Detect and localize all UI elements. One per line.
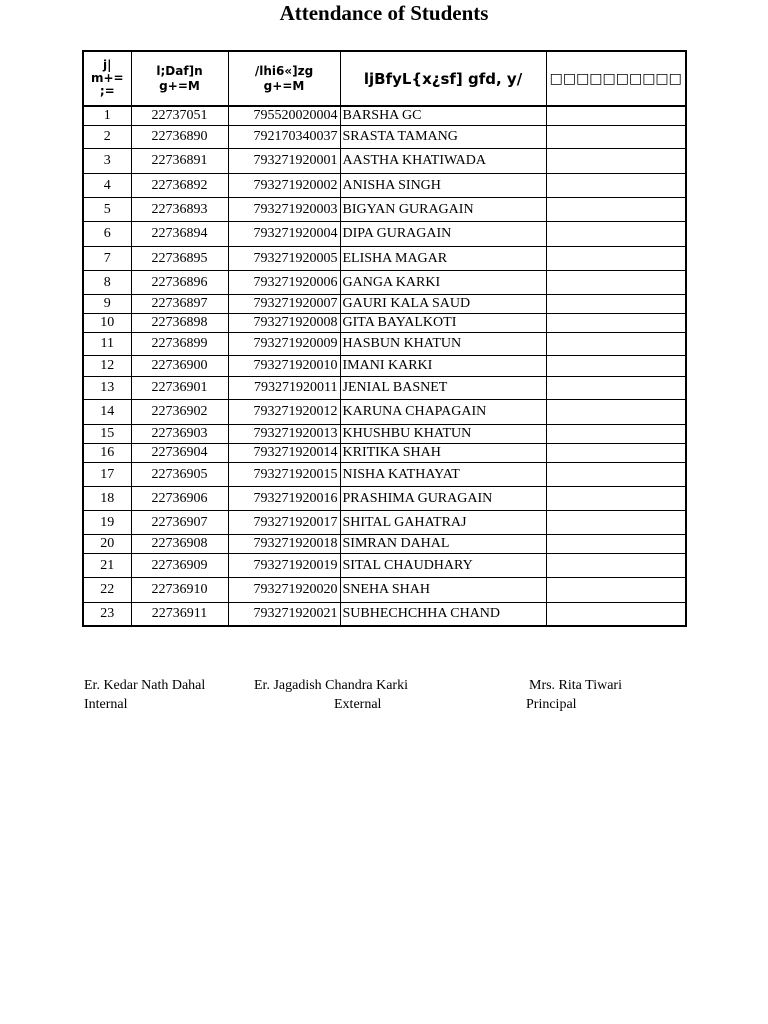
cell-registration-number: 793271920002 bbox=[228, 173, 340, 197]
header-symbol-number bbox=[131, 51, 228, 106]
cell-serial-number: 17 bbox=[83, 462, 131, 486]
cell-student-name: AASTHA KHATIWADA bbox=[340, 148, 546, 173]
cell-registration-number: 793271920021 bbox=[228, 602, 340, 626]
table-row bbox=[83, 355, 686, 376]
table-row bbox=[83, 534, 686, 553]
table-row bbox=[83, 602, 686, 626]
cell-signature bbox=[546, 270, 686, 294]
cell-registration-number: 793271920012 bbox=[228, 399, 340, 424]
cell-symbol-number: 22736895 bbox=[131, 246, 228, 270]
cell-student-name: SIMRAN DAHAL bbox=[340, 534, 546, 553]
header-symbol-line1: l;Daf]n bbox=[156, 63, 203, 78]
cell-symbol-number: 22736896 bbox=[131, 270, 228, 294]
cell-serial-number: 21 bbox=[83, 553, 131, 577]
cell-signature bbox=[546, 221, 686, 246]
signatory-name: Er. Jagadish Chandra Karki bbox=[254, 678, 408, 693]
header-sn-line1: j| bbox=[103, 58, 112, 72]
cell-student-name: BARSHA GC bbox=[340, 106, 546, 125]
cell-student-name: DIPA GURAGAIN bbox=[340, 221, 546, 246]
cell-student-name: NISHA KATHAYAT bbox=[340, 462, 546, 486]
cell-signature bbox=[546, 510, 686, 534]
cell-student-name: KHUSHBU KHATUN bbox=[340, 424, 546, 443]
cell-registration-number: 793271920020 bbox=[228, 577, 340, 602]
table-row bbox=[83, 510, 686, 534]
cell-symbol-number: 22736893 bbox=[131, 197, 228, 221]
cell-serial-number: 3 bbox=[83, 148, 131, 173]
cell-symbol-number: 22736899 bbox=[131, 332, 228, 355]
cell-symbol-number: 22736903 bbox=[131, 424, 228, 443]
cell-signature bbox=[546, 376, 686, 399]
cell-serial-number: 4 bbox=[83, 173, 131, 197]
cell-symbol-number: 22736904 bbox=[131, 443, 228, 462]
cell-signature bbox=[546, 553, 686, 577]
cell-symbol-number: 22736900 bbox=[131, 355, 228, 376]
cell-signature bbox=[546, 355, 686, 376]
signatory-internal bbox=[84, 676, 205, 714]
table-header-row bbox=[83, 51, 686, 106]
table-body bbox=[83, 106, 686, 626]
header-registration-number bbox=[228, 51, 340, 106]
table-row bbox=[83, 148, 686, 173]
table-row bbox=[83, 173, 686, 197]
cell-student-name: IMANI KARKI bbox=[340, 355, 546, 376]
cell-student-name: SRASTA TAMANG bbox=[340, 125, 546, 148]
signatory-name: Mrs. Rita Tiwari bbox=[529, 678, 622, 693]
header-sn-line2: m+= bbox=[90, 71, 124, 85]
cell-registration-number: 795520020004 bbox=[228, 106, 340, 125]
cell-serial-number: 5 bbox=[83, 197, 131, 221]
cell-serial-number: 19 bbox=[83, 510, 131, 534]
table-row bbox=[83, 270, 686, 294]
cell-registration-number: 793271920016 bbox=[228, 486, 340, 510]
table-row bbox=[83, 294, 686, 313]
cell-student-name: BIGYAN GURAGAIN bbox=[340, 197, 546, 221]
table-row bbox=[83, 221, 686, 246]
cell-registration-number: 792170340037 bbox=[228, 125, 340, 148]
cell-student-name: SITAL CHAUDHARY bbox=[340, 553, 546, 577]
cell-signature bbox=[546, 602, 686, 626]
cell-serial-number: 14 bbox=[83, 399, 131, 424]
signatory-external bbox=[254, 676, 408, 714]
cell-symbol-number: 22736898 bbox=[131, 313, 228, 332]
signatory-role: Principal bbox=[526, 697, 577, 712]
cell-student-name: KARUNA CHAPAGAIN bbox=[340, 399, 546, 424]
cell-registration-number: 793271920003 bbox=[228, 197, 340, 221]
cell-signature bbox=[546, 399, 686, 424]
cell-symbol-number: 22736905 bbox=[131, 462, 228, 486]
table-row bbox=[83, 313, 686, 332]
cell-symbol-number: 22736892 bbox=[131, 173, 228, 197]
cell-serial-number: 7 bbox=[83, 246, 131, 270]
cell-student-name: HASBUN KHATUN bbox=[340, 332, 546, 355]
cell-symbol-number: 22736908 bbox=[131, 534, 228, 553]
cell-signature bbox=[546, 294, 686, 313]
table-row bbox=[83, 106, 686, 125]
cell-symbol-number: 22736906 bbox=[131, 486, 228, 510]
cell-registration-number: 793271920009 bbox=[228, 332, 340, 355]
cell-registration-number: 793271920010 bbox=[228, 355, 340, 376]
attendance-table bbox=[82, 50, 687, 627]
header-reg-line2: g+=M bbox=[263, 78, 305, 93]
cell-symbol-number: 22737051 bbox=[131, 106, 228, 125]
cell-signature bbox=[546, 197, 686, 221]
cell-student-name: GITA BAYALKOTI bbox=[340, 313, 546, 332]
cell-symbol-number: 22736901 bbox=[131, 376, 228, 399]
table-row bbox=[83, 197, 686, 221]
table-row bbox=[83, 125, 686, 148]
cell-signature bbox=[546, 173, 686, 197]
cell-student-name: JENIAL BASNET bbox=[340, 376, 546, 399]
cell-student-name: PRASHIMA GURAGAIN bbox=[340, 486, 546, 510]
cell-student-name: SNEHA SHAH bbox=[340, 577, 546, 602]
header-sn-line3: ;= bbox=[99, 84, 115, 98]
cell-serial-number: 23 bbox=[83, 602, 131, 626]
cell-registration-number: 793271920008 bbox=[228, 313, 340, 332]
header-serial-number bbox=[83, 51, 131, 106]
cell-registration-number: 793271920014 bbox=[228, 443, 340, 462]
cell-student-name: GAURI KALA SAUD bbox=[340, 294, 546, 313]
cell-signature bbox=[546, 125, 686, 148]
cell-signature bbox=[546, 534, 686, 553]
cell-registration-number: 793271920015 bbox=[228, 462, 340, 486]
cell-signature bbox=[546, 462, 686, 486]
signatory-role: Internal bbox=[84, 697, 128, 712]
cell-signature bbox=[546, 313, 686, 332]
table-row bbox=[83, 376, 686, 399]
cell-signature bbox=[546, 424, 686, 443]
cell-symbol-number: 22736909 bbox=[131, 553, 228, 577]
table-row bbox=[83, 462, 686, 486]
cell-serial-number: 2 bbox=[83, 125, 131, 148]
cell-signature bbox=[546, 246, 686, 270]
cell-symbol-number: 22736910 bbox=[131, 577, 228, 602]
header-signature: □□□□□□□□□□ bbox=[546, 51, 686, 106]
cell-signature bbox=[546, 443, 686, 462]
cell-signature bbox=[546, 106, 686, 125]
cell-serial-number: 13 bbox=[83, 376, 131, 399]
signatory-role: External bbox=[334, 697, 382, 712]
cell-student-name: ELISHA MAGAR bbox=[340, 246, 546, 270]
cell-registration-number: 793271920006 bbox=[228, 270, 340, 294]
cell-serial-number: 22 bbox=[83, 577, 131, 602]
cell-student-name: KRITIKA SHAH bbox=[340, 443, 546, 462]
cell-symbol-number: 22736890 bbox=[131, 125, 228, 148]
cell-registration-number: 793271920017 bbox=[228, 510, 340, 534]
table-row bbox=[83, 443, 686, 462]
cell-symbol-number: 22736891 bbox=[131, 148, 228, 173]
cell-symbol-number: 22736902 bbox=[131, 399, 228, 424]
cell-serial-number: 11 bbox=[83, 332, 131, 355]
table-row bbox=[83, 399, 686, 424]
cell-student-name: ANISHA SINGH bbox=[340, 173, 546, 197]
cell-serial-number: 6 bbox=[83, 221, 131, 246]
table-row bbox=[83, 332, 686, 355]
cell-registration-number: 793271920011 bbox=[228, 376, 340, 399]
cell-serial-number: 12 bbox=[83, 355, 131, 376]
header-symbol-line2: g+=M bbox=[159, 78, 200, 93]
cell-serial-number: 1 bbox=[83, 106, 131, 125]
cell-symbol-number: 22736897 bbox=[131, 294, 228, 313]
header-student-name: ljBfyL{x¿sf] gfd, y/ bbox=[340, 51, 546, 106]
cell-signature bbox=[546, 148, 686, 173]
cell-serial-number: 9 bbox=[83, 294, 131, 313]
table-row bbox=[83, 424, 686, 443]
cell-serial-number: 8 bbox=[83, 270, 131, 294]
cell-registration-number: 793271920019 bbox=[228, 553, 340, 577]
cell-registration-number: 793271920001 bbox=[228, 148, 340, 173]
cell-symbol-number: 22736907 bbox=[131, 510, 228, 534]
table-row bbox=[83, 577, 686, 602]
cell-registration-number: 793271920007 bbox=[228, 294, 340, 313]
table-row bbox=[83, 553, 686, 577]
cell-student-name: SHITAL GAHATRAJ bbox=[340, 510, 546, 534]
cell-signature bbox=[546, 332, 686, 355]
cell-serial-number: 10 bbox=[83, 313, 131, 332]
cell-symbol-number: 22736911 bbox=[131, 602, 228, 626]
cell-symbol-number: 22736894 bbox=[131, 221, 228, 246]
cell-signature bbox=[546, 577, 686, 602]
signatory-principal bbox=[526, 676, 622, 714]
cell-registration-number: 793271920004 bbox=[228, 221, 340, 246]
header-reg-line1: /lhi6«]zg bbox=[254, 63, 314, 78]
cell-student-name: GANGA KARKI bbox=[340, 270, 546, 294]
cell-serial-number: 15 bbox=[83, 424, 131, 443]
cell-serial-number: 20 bbox=[83, 534, 131, 553]
table-row bbox=[83, 246, 686, 270]
page-title: Attendance of Students bbox=[279, 1, 489, 25]
table-row bbox=[83, 486, 686, 510]
cell-registration-number: 793271920005 bbox=[228, 246, 340, 270]
cell-registration-number: 793271920018 bbox=[228, 534, 340, 553]
cell-signature bbox=[546, 486, 686, 510]
cell-registration-number: 793271920013 bbox=[228, 424, 340, 443]
cell-serial-number: 18 bbox=[83, 486, 131, 510]
signatory-name: Er. Kedar Nath Dahal bbox=[84, 678, 206, 693]
cell-student-name: SUBHECHCHHA CHAND bbox=[340, 602, 546, 626]
cell-serial-number: 16 bbox=[83, 443, 131, 462]
